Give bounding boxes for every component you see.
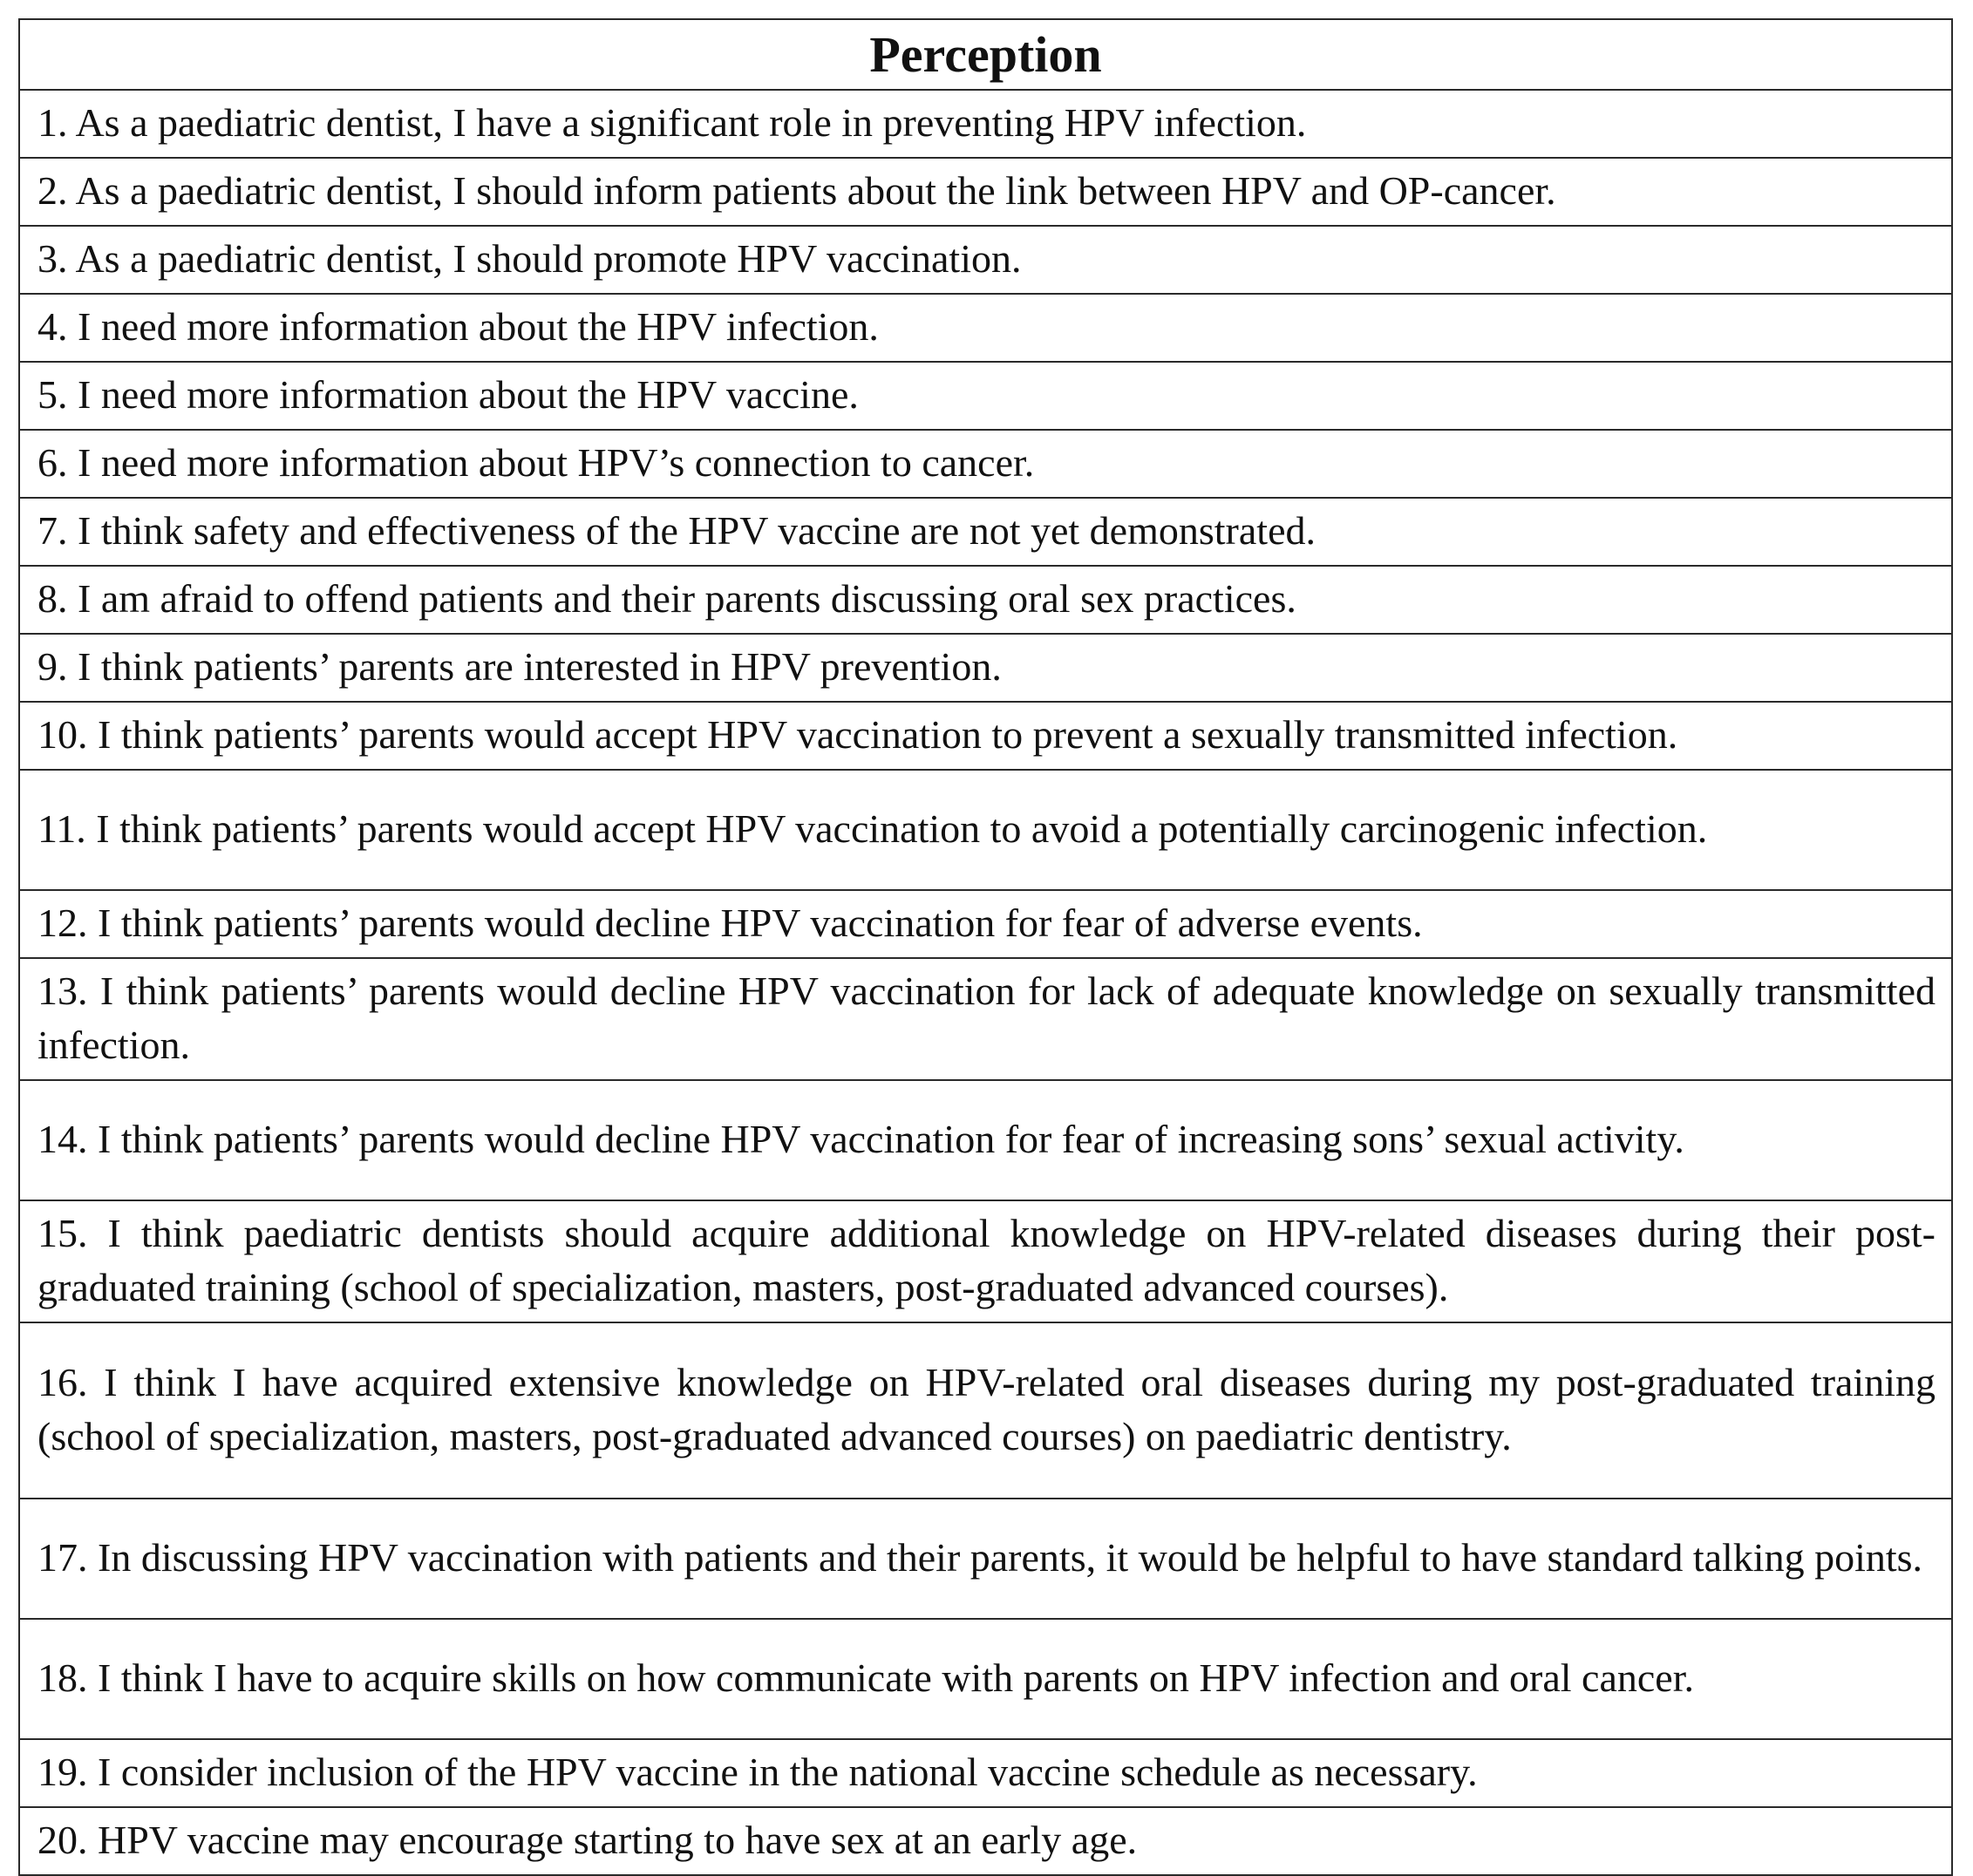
table-row bbox=[19, 702, 1952, 770]
table-row bbox=[19, 430, 1952, 498]
table-row bbox=[19, 566, 1952, 634]
table-cell-item-17: 17. In discussing HPV vaccination with patients and their parents, it would be helpful to have standard talking points. bbox=[19, 1499, 1952, 1619]
table-row bbox=[19, 1807, 1952, 1875]
table-row bbox=[19, 958, 1952, 1080]
table-cell-item-7: 7. I think safety and effectiveness of the HPV vaccine are not yet demonstrated. bbox=[19, 498, 1952, 566]
table-cell-item-1: 1. As a paediatric dentist, I have a significant role in preventing HPV infection. bbox=[19, 90, 1952, 158]
table-row bbox=[19, 890, 1952, 958]
table-header-perception: Perception bbox=[19, 19, 1952, 90]
perception-table bbox=[18, 18, 1953, 1876]
table-row bbox=[19, 294, 1952, 362]
table-cell-item-11: 11. I think patients’ parents would accept HPV vaccination to avoid a potentially carcinogenic infection. bbox=[19, 770, 1952, 890]
table-row bbox=[19, 634, 1952, 702]
table-cell-item-14: 14. I think patients’ parents would decline HPV vaccination for fear of increasing sons’ sexual activity. bbox=[19, 1080, 1952, 1200]
table-cell-item-12: 12. I think patients’ parents would decline HPV vaccination for fear of adverse events. bbox=[19, 890, 1952, 958]
table-cell-item-18: 18. I think I have to acquire skills on how communicate with parents on HPV infection and oral cancer. bbox=[19, 1619, 1952, 1739]
table-row bbox=[19, 1200, 1952, 1322]
table-cell-item-2: 2. As a paediatric dentist, I should inform patients about the link between HPV and OP-cancer. bbox=[19, 158, 1952, 226]
table-row bbox=[19, 1499, 1952, 1619]
table-cell-item-20: 20. HPV vaccine may encourage starting to have sex at an early age. bbox=[19, 1807, 1952, 1875]
table-row bbox=[19, 158, 1952, 226]
table-cell-item-19: 19. I consider inclusion of the HPV vaccine in the national vaccine schedule as necessary. bbox=[19, 1739, 1952, 1807]
table-row bbox=[19, 1739, 1952, 1807]
table-header-row bbox=[19, 19, 1952, 90]
table-row bbox=[19, 226, 1952, 294]
table-cell-item-8: 8. I am afraid to offend patients and their parents discussing oral sex practices. bbox=[19, 566, 1952, 634]
table-cell-item-3: 3. As a paediatric dentist, I should promote HPV vaccination. bbox=[19, 226, 1952, 294]
table-row bbox=[19, 1619, 1952, 1739]
table-cell-item-13: 13. I think patients’ parents would decline HPV vaccination for lack of adequate knowledge on sexually transmitted infection. bbox=[19, 958, 1952, 1080]
table-cell-item-6: 6. I need more information about HPV’s connection to cancer. bbox=[19, 430, 1952, 498]
table-cell-item-10: 10. I think patients’ parents would accept HPV vaccination to prevent a sexually transmitted infection. bbox=[19, 702, 1952, 770]
table-row bbox=[19, 770, 1952, 890]
table-cell-item-4: 4. I need more information about the HPV infection. bbox=[19, 294, 1952, 362]
table-row bbox=[19, 498, 1952, 566]
table-cell-item-16: 16. I think I have acquired extensive knowledge on HPV-related oral diseases during my post-graduated training (school of specialization, masters, post-graduated advanced courses) on paediatric dentistry. bbox=[19, 1322, 1952, 1499]
table-row bbox=[19, 1322, 1952, 1499]
table-cell-item-15: 15. I think paediatric dentists should acquire additional knowledge on HPV-related diseases during their post-graduated training (school of specialization, masters, post-graduated advanced courses). bbox=[19, 1200, 1952, 1322]
table-cell-item-5: 5. I need more information about the HPV vaccine. bbox=[19, 362, 1952, 430]
table-row bbox=[19, 362, 1952, 430]
perception-table-container bbox=[18, 18, 1953, 1876]
table-row bbox=[19, 90, 1952, 158]
table-row bbox=[19, 1080, 1952, 1200]
table-cell-item-9: 9. I think patients’ parents are interested in HPV prevention. bbox=[19, 634, 1952, 702]
